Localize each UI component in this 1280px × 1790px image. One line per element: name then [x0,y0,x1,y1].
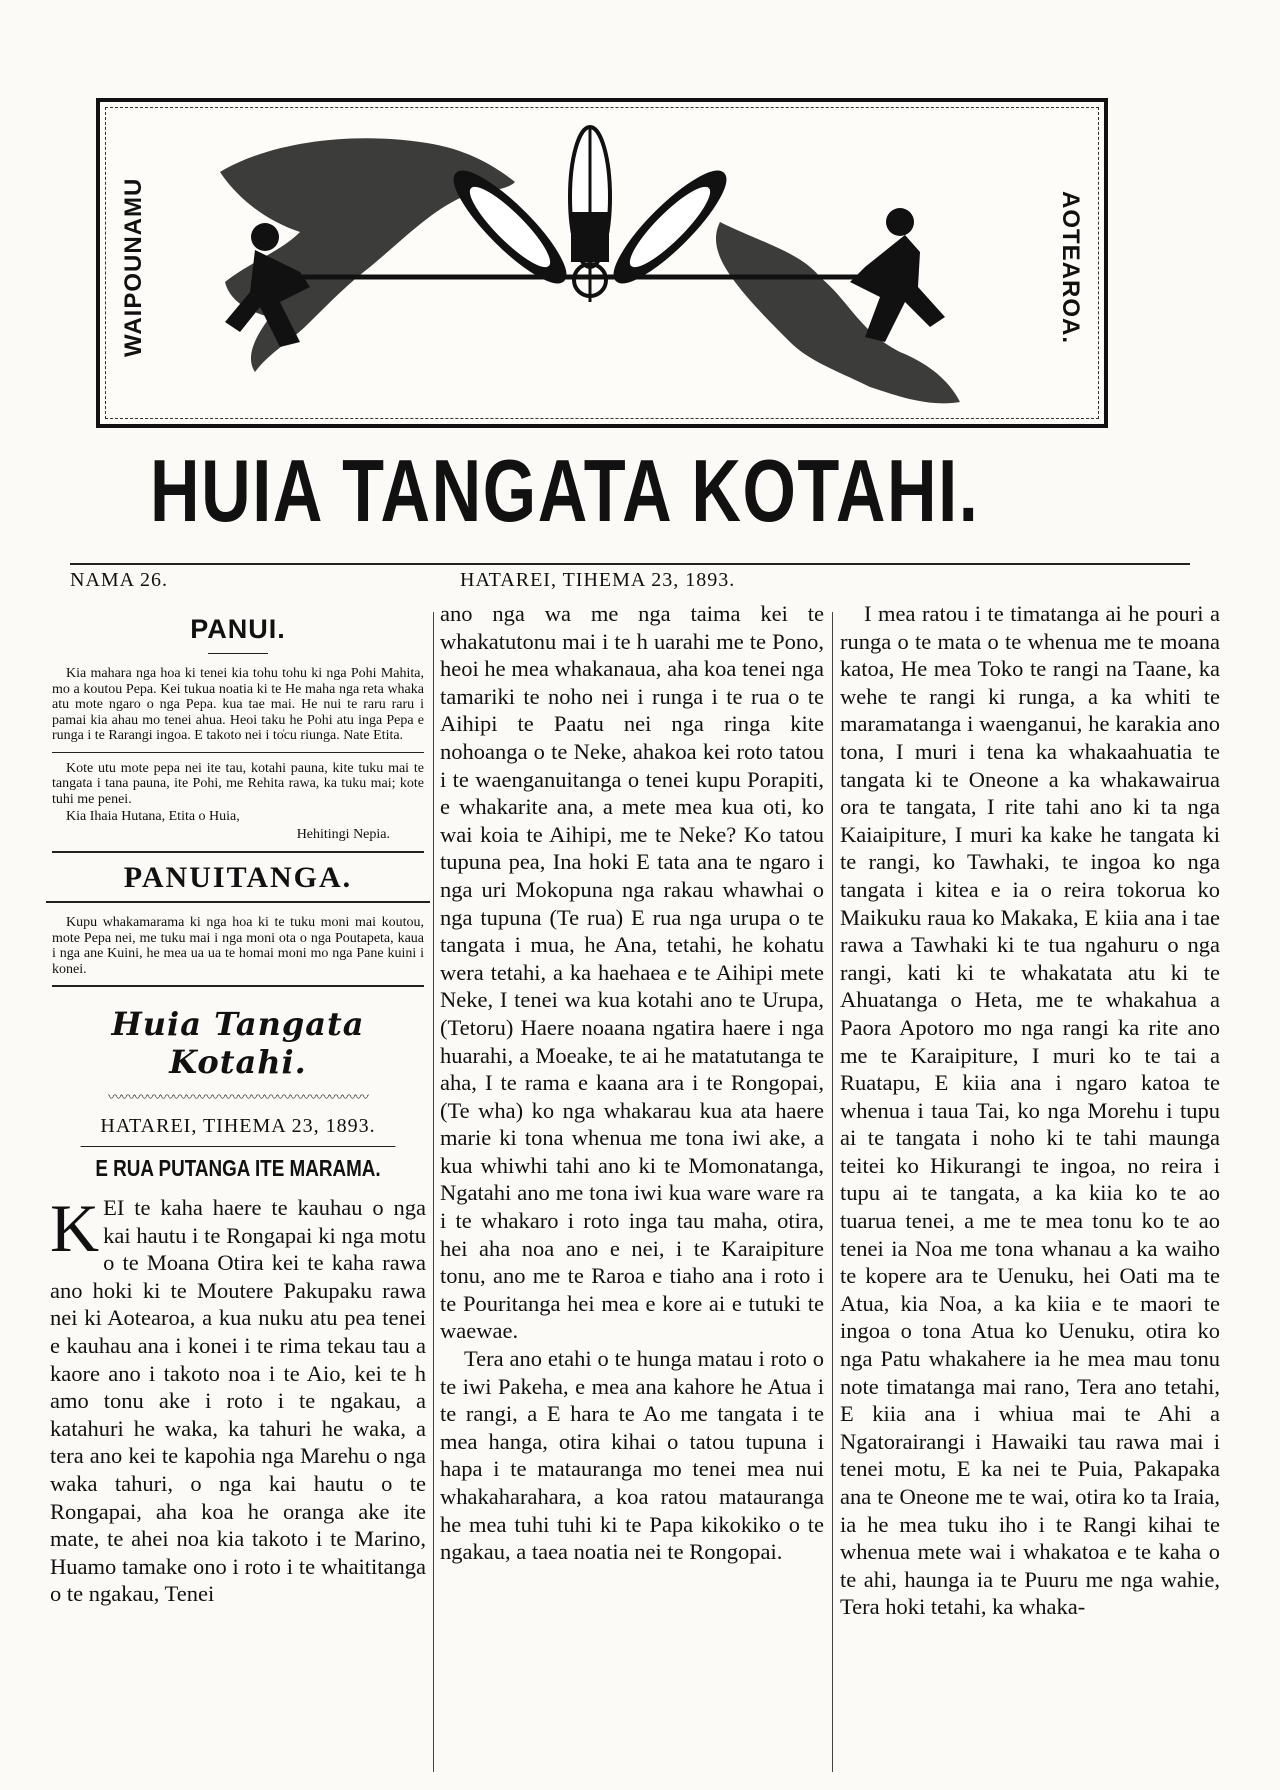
panui-paragraph-2: Kote utu mote pepa nei ite tau, kotahi pauna, kite tuku mai te tangata i tana pauna, ite Pohi, me Rehita rawa, ka tuku mai; kote tuhi me penei. [52,760,424,807]
issue-row [70,563,1190,593]
editorial-col3-paragraph-1: I mea ratou i te timatanga ai he pouri a runga o te mata o te whenua me te moana katoa, He mea Toko te rangi na Taane, ka wehe te rangi ki runga, a ka whiti te maramatanga i waenganui, he karakia ano tona, I muri i tena ka whakaahuatia te tangata ki te Oneone a ka whakawairua ora te tangata, I rite tahi ano ki ta nga Kaiaipiture, I muri ka kake he tangata ki te rangi, ko Tawhaki, te ingoa ko nga tangata i kitea e ia o reira tokorua ko Maikuku raua ko Makaka, E kiia ana i tae rawa a Tawhaki ki te tua ngahuru o nga rangi, kati ki te whakatata atu ki te Ahuatanga o Heta, me te whakahua a Paora Apotoro mo nga rangi ka rite ano me te Karaipiture, I muri ko te tai a Ruatapu, E kiia ana i ngaro katoa te whenua i taua Tai, ko nga Morehu i tupu ai te tangata i noho ki te tahi maunga teitei ko Hikurangi te ingoa, no reira i tupu ai te tangata, a ka kiia ko te ao tuarua tenei, a me te mea tonu ko te ao tenei ia Noa me tona whanau a ka waiho te kopere ara te Uenuku, hei Oati ma te Atua, kia Noa, a ka kiia e te maori te ingoa o tona Atua ko Uenuku, otira ko nga Patu whakahere ia he mea mau tonu note timatanga mai rano, Tera ano tetahi, E kiia ana i whiua mai te Ahi a Ngatorairangi i Hawaiki tau rawa mai i tenei motu, E ka nei te Puia, Pakapaka ana te Oneone me te wai, otira ko ta Iraia, ia he mea tuku iho i te Rangi kihai te whenua mete wai i whakatoa e te kaha o te ahi, haunga ia te Puuru me nga wahie, Tera hoki tetahi, ka whaka- [840,601,1220,1620]
column-rule-1 [433,612,434,1772]
column-3 [836,600,1224,1780]
column-1 [46,600,430,1780]
column-rule-2 [832,612,833,1772]
editorial-col2-paragraph-1: ano nga wa me nga taima kei te whakatutonu mai i te h uarahi me te Pono, heoi he mea whakanaua, aha koa tenei nga tamariki te noho nei i runga i te rua o te Aihipi te Paatu nei nga ringa kite nohoanga o te Neke, ahakoa kei roto tatou i te waenganuitanga o tenei kupu Porapiti, e whakarite ana, a mete mea kua oti, ko wai koia te Aihipi, me te Neke? Ko tatou tupuna pea, Ina hoki E tata ana te ngaro i nga uri Mokopuna nga rakau whawhai o nga tupuna (Te rua) E rua nga urupa o te tangata i mua, he Ana, tetahi, he kohatu wera tetahi, a ka haehaea e te Aihipi mete Neke, I tenei wa kua kotahi ano te Urupa, (Tetoru) Haere noaana ngatira haere i nga huarahi, a Moeake, te ai he matatutanga te aha, I te rama e kaana ara i te Rongopai, (Te wha) ko nga whakarau kua ata haere marie ki tona whenua me tona iwi ake, a kua whiwhi tahi ano ki te Momonatanga, Ngatahi ano me tona iwi kua ware ware ra i te whakaro i roto inga tau maha, otira, hei aha noa ano e nei, i te Karaipiture tonu, ano me te Raroa e tiaho ana i roto i te Pouritanga hei mea e kore ai e tutuki te waewae. [440,601,824,1344]
issue-date: HATAREI, TIHEMA 23, 1893. [460,569,736,591]
editorial-body-col2 [440,600,824,1566]
issue-number: NAMA 26. [70,569,169,591]
masthead-drawing [160,102,1050,432]
column-2 [436,600,828,1780]
editorial-masthead: Huia Tangata Kotahi. [111,1005,365,1081]
section-divider [52,851,424,853]
masthead-left-label: WAIPOUNAMU [120,177,147,357]
editorial-body-col3 [840,600,1220,1621]
editorial-date: HATAREI, TIHEMA 23, 1893. [100,1115,376,1137]
panui-signature-2: Hehitingi Nepia. [296,827,390,842]
masthead-illustration [96,98,1108,428]
panui-rule [208,653,268,654]
drop-cap: K [50,1190,100,1266]
wavy-rule: 〰〰〰〰〰〰〰〰〰〰〰〰〰〰〰〰〰〰〰〰 [108,1091,368,1106]
panui-divider [52,752,424,753]
editorial-body-col1 [50,1190,426,1608]
panui-paragraph-1: Kia mahara nga hoa ki tenei kia tohu tohu ki nga Pohi Mahita, mo a koutou Pepa. Kei tukua noatia ki te He maha nga reta whaka atu mote ngaro o nga Pepa. kua tae mai. He nui te raru raru i pamai kia ahau mo tenei ahua. Heoi taku he Pohi atu inga Pepa e runga i te Rarangi ingoa. E takoto nei i to̍cu riunga. Nate Etita. [52,666,424,743]
masthead-right-label: AOTEAROA. [1057,190,1084,344]
panui-heading: PANUI. [190,614,286,644]
newspaper-title: HUIA TANGATA KOTAHI. [150,441,980,540]
panuitanga-paragraph: Kupu whakamarama ki nga hoa ki te tuku moni mai koutou, mote Pepa nei, me tuku mai i nga moni ota o nga Poutapeta, kaua i nga ane Kuini, he mea ua ua te homai moni mo nga Pane kuini i konei. [52,915,424,977]
editorial-col2-paragraph-2: Tera ano etahi o te hunga matau i roto o te iwi Pakeha, e mea ana kahore he Atua i te rangi, a E hara te Ao me tangata i te mea hanga, otira kihai o tatou tupuna i hapa i te matauranga mo tenei mea nui whakaharahara, a koa ratou matauranga he mea tuhi tuhi ki te Papa kikokiko o te ngakau, a taea noatia nei te Rongopai. [440,1346,824,1565]
panui-signature-1: Kia Ihaia Hutana, Etita o Huia, [66,809,240,824]
editorial-col1-text: EI te kaha haere te kauhau o nga kai hautu i te Rongapai ki nga motu o te Moana Otira kei te kaha rawa ano hoki ki te Moutere Pakupaku rawa nei ki Aotearoa, a kua nuku atu pea tenei e kauhau ana i konei i te rima tekau tau a kaore ano i takoto noa i te Aio, kei te h amo tonu ake i roto i te ngakau, a katahuri he waka, ka tahuri he waka, a tera ano kei te kapohia nga Marehu o nga waka tahuri, o nga kai hautu o te Rongapai, aha koa he oranga ake ite mate, te ahei noa kia takoto i te Marino, Huamo tamake ono i roto i te whaititanga o te ngakau, Tenei [50,1195,426,1607]
right-figure-silhouette [850,208,945,342]
editorial-headline: E RUA PUTANGA ITE MARAMA. [81,1146,396,1182]
section-divider-2 [52,985,424,987]
panuitanga-heading: PANUITANGA. [46,861,430,903]
